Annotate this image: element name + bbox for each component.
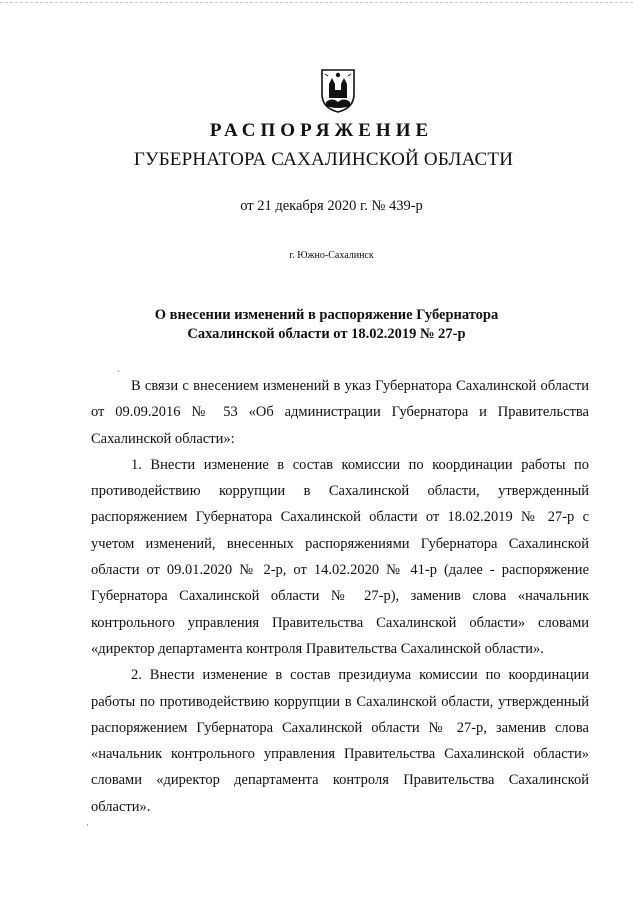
document-heading: [0, 306, 633, 344]
document-city: г. Южно-Сахалинск: [289, 250, 374, 261]
document-subtitle: ГУБЕРНАТОРА САХАЛИНСКОЙ ОБЛАСТИ: [133, 149, 514, 170]
document-title: РАСПОРЯЖЕНИЕ: [209, 120, 434, 141]
document-date: от 21 декабря 2020 г. № 439-р: [240, 198, 423, 214]
document-body: [91, 373, 589, 820]
scan-speck: ˎ: [117, 362, 120, 372]
scan-speck: ·: [86, 820, 89, 830]
heading-line: Сахалинской области от 18.02.2019 № 27-р: [187, 326, 466, 342]
body-paragraph: 1. Внести изменение в состав комиссии по координации работы по противодействию коррупции в Сахалинской области, утвержденный распоряжением Губернатора Сахалинской области от 18.02.2019 № 27-р с учетом изменений, внесенных распоряжениями Губернатора Сахалинской области от 09.01.2020 № 2-р, от 14.02.2020 № 41-р (далее - распоряжение Губернатора Сахалинской области № 27-р), заменив слова «начальник контрольного управления Правительства Сахалинской области» словами «директор департамента контроля Правительства Сахалинской области».: [91, 456, 589, 657]
coat-of-arms-emblem: [318, 64, 358, 114]
body-paragraph: В связи с внесением изменений в указ Губернатора Сахалинской области от 09.09.2016 № 53 «Об администрации Губернатора и Правительства Сахалинской области»:: [91, 378, 589, 447]
heading-line: О внесении изменений в распоряжение Губернатора: [154, 307, 499, 323]
scan-edge-line: [0, 2, 633, 3]
body-paragraph: 2. Внести изменение в состав президиума комиссии по координации работы по противодействию коррупции в Сахалинской области, утвержденный распоряжением Губернатора Сахалинской области № 27-р, заменив слова «начальник контрольного управления Правительства Сахалинской области» словами «директор департамента контроля Правительства Сахалинской области».: [91, 667, 589, 815]
